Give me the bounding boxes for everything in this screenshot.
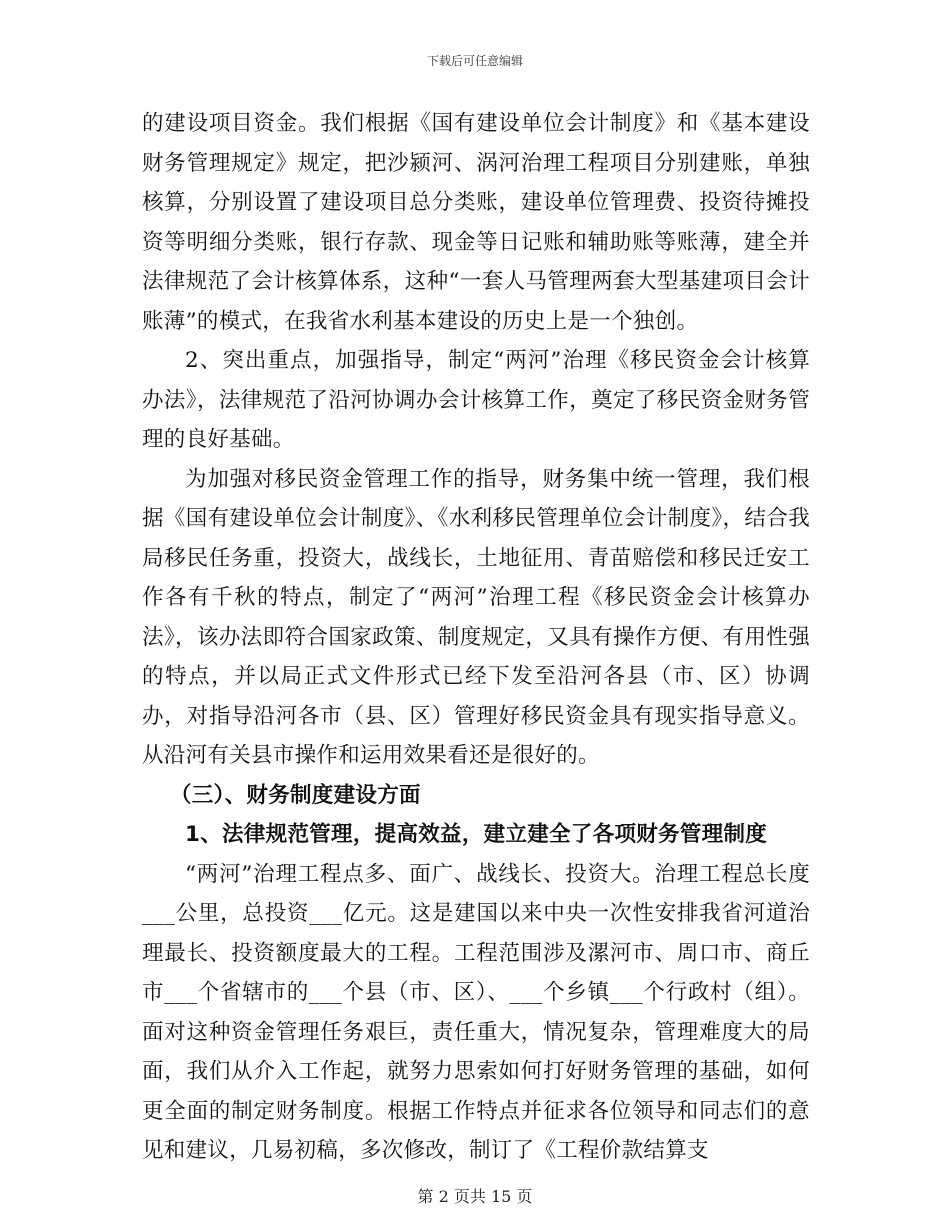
paragraph-4: “两河”治理工程点多、面广、战线长、投资大。治理工程总长度___公里，总投资___亿元。这是建国以来中央一次性安排我省河道治理最长、投资额度最大的工程。工程范围涉及漯河市、周口市、商丘市___个省辖市的___个县（市、区）、___个乡镇___个行政村（组）。面对这种资金管理任务艰巨，责任重大，情况复杂，管理难度大的局面，我们从介入工作起，就努力思索如何打好财务管理的基础，如何更全面的制定财务制度。根据工作特点并征求各位领导和同志们的意见和建议，几易初稿，多次修改，制订了《工程价款结算支	[142, 861, 810, 1163]
page-footer: 第 2 页共 15 页	[417, 1187, 533, 1206]
paragraph-3: 为加强对移民资金管理工作的指导，财务集中统一管理，我们根据《国有建设单位会计制度》、《水利移民管理单位会计制度》，结合我局移民任务重，投资大，战线长，土地征用、青苗赔偿和移民迁安工作各有千秋的特点，制定了“两河”治理工程《移民资金会计核算办法》，该办法即符合国家政策、制度规定，又具有操作方便、有用性强的特点，并以局正式文件形式已经下发至沿河各县（市、区）协调办，对指导沿河各市（县、区）管理好移民资金具有现实指导意义。从沿河有关县市操作和运用效果看还是很好的。	[142, 466, 810, 768]
paragraph-1: 的建设项目资金。我们根据《国有建设单位会计制度》和《基本建设财务管理规定》规定，把沙颍河、涡河治理工程项目分别建账，单独核算，分别设置了建设项目总分类账，建设单位管理费、投资待摊投资等明细分类账，银行存款、现金等日记账和辅助账等账薄，建全并法律规范了会计核算体系，这种“一套人马管理两套大型基建项目会计账薄”的模式，在我省水利基本建设的历史上是一个独创。	[142, 111, 810, 334]
section-heading: （三）、财务制度建设方面	[169, 782, 421, 808]
subsection-heading: 1、法律规范管理，提高效益，建立建全了各项财务管理制度	[185, 822, 768, 847]
page-header: 下载后可任意编辑	[426, 54, 523, 68]
paragraph-2: 2、突出重点，加强指导，制定“两河”治理《移民资金会计核算办法》，法律规范了沿河协调办会计核算工作，奠定了移民资金财务管理的良好基础。	[142, 348, 810, 452]
document-body	[142, 104, 810, 1171]
